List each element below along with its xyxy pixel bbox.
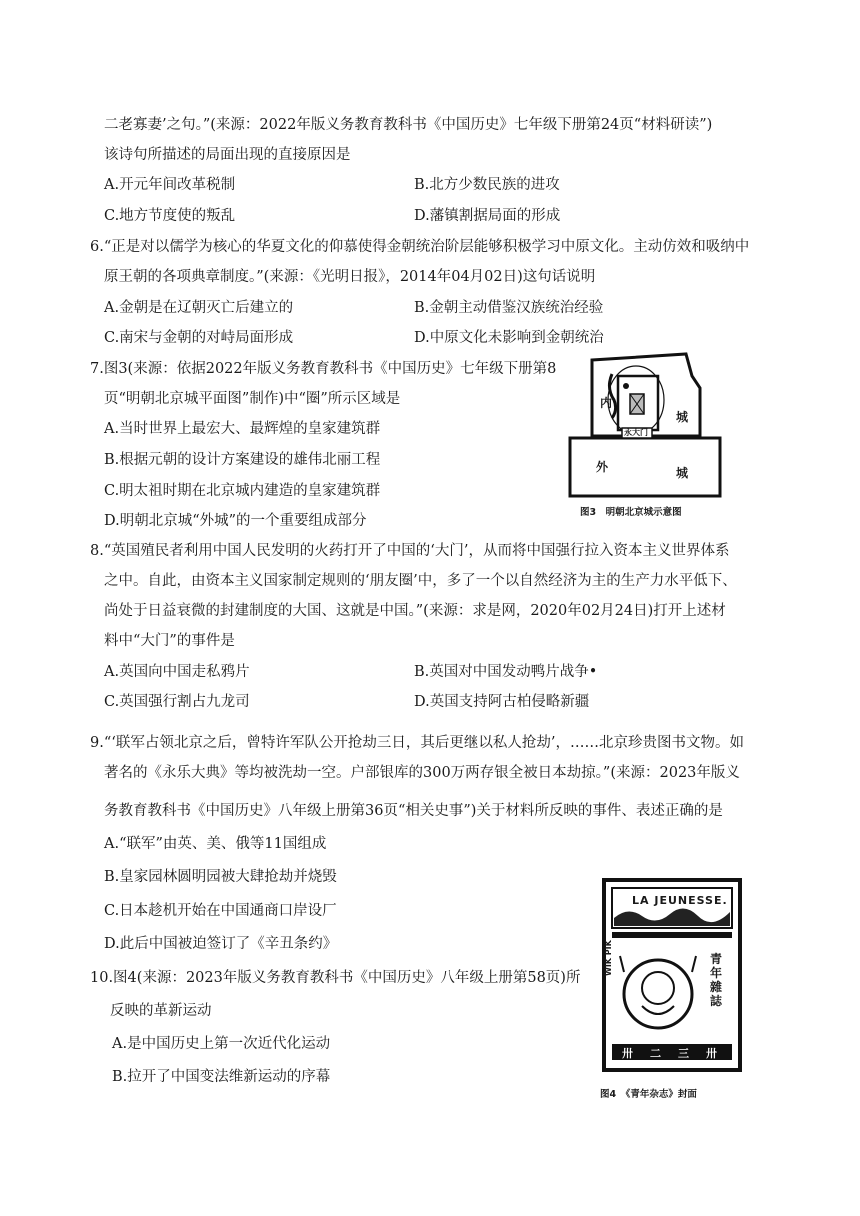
q6-stem-line2: 原王朝的各项典章制度。”(来源：《光明日报》，2014年04月02日)这句话说明 <box>104 269 596 285</box>
q8-option-c: C.英国强行割占九龙司 <box>104 694 250 710</box>
fig4-caption: 图4 《青年杂志》封面 <box>600 1089 697 1100</box>
figure-3-beijing-plan <box>560 348 730 523</box>
q7-option-b: B.根据元朝的设计方案建设的雄伟北丽工程 <box>104 452 381 468</box>
q9-stem-line3: 务教育教科书《中国历史》八年级上册第36页“相关史事”)关于材料所反映的事件、表述正确的是 <box>104 803 723 819</box>
fig4-bottom-char-4: 卅 <box>706 1047 717 1060</box>
q10-option-a: A.是中国历史上第一次近代化运动 <box>112 1036 331 1052</box>
q6-option-c: C.南宋与金朝的对峙局面形成 <box>104 330 294 346</box>
fig3-outer-right-label: 城 <box>676 466 689 480</box>
q6-stem-line1: 6.“正是对以儒学为核心的华夏文化的仰慕使得金朝统治阶层能够积极学习中原文化。主动仿效和吸纳中 <box>90 239 750 255</box>
q7-stem-line1: 7.图3(来源：依据2022年版义务教育教科书《中国历史》七年级下册第8 <box>90 361 557 377</box>
q7-option-a: A.当时世界上最宏大、最辉煌的皇家建筑群 <box>104 421 381 437</box>
q7-option-d: D.明朝北京城“外城”的一个重要组成部分 <box>104 513 367 529</box>
q5-stem-line1: 二老寡妻’之句。”(来源：2022年版义务教育教科书《中国历史》七年级下册第24页“材料研读”) <box>104 117 713 133</box>
fig3-inner-left-label: 内 <box>600 396 613 410</box>
q5-option-c: C.地方节度使的叛乱 <box>104 208 236 224</box>
fig4-bottom-char-3: 三 <box>678 1047 689 1060</box>
q5-stem-line2: 该诗句所描述的局面出现的直接原因是 <box>104 147 351 163</box>
q8-option-a: A.英国向中国走私鸦片 <box>104 664 250 680</box>
q7-option-c: C.明太祖时期在北京城内建造的皇家建筑群 <box>104 483 381 499</box>
q10-option-b: B.拉开了中国变法维新运动的序幕 <box>112 1069 331 1085</box>
figure-4-magazine-cover <box>598 876 746 1106</box>
fig3-outer-left-label: 外 <box>596 460 609 474</box>
q5-option-a: A.开元年间改革税制 <box>104 177 236 193</box>
fig3-gate-label: 永大门 <box>624 428 648 437</box>
q8-option-b: B.英国对中国发动鸭片战争• <box>414 664 598 680</box>
q9-option-b: B.皇家园林圆明园被大肆抢劫并烧毁 <box>104 869 337 885</box>
q8-option-d: D.英国支持阿古柏侵略新疆 <box>414 694 590 710</box>
q8-stem-line3: 尚处于日益衰微的封建制度的大国、这就是中国。”(来源：求是网，2020年02月24日)打开上述材 <box>104 603 726 619</box>
fig3-inner-right-label: 城 <box>676 410 689 424</box>
q9-option-a: A.“联军”由英、美、俄等11国组成 <box>104 836 327 852</box>
q6-option-b: B.金朝主动借鉴汉族统治经验 <box>414 300 604 316</box>
fig4-side-left: WIK PIK <box>604 940 613 976</box>
fig4-banner-text: LA JEUNESSE. <box>632 894 728 907</box>
fig3-caption: 图3 明朝北京城示意图 <box>580 507 682 518</box>
q5-option-d: D.藩镇割据局面的形成 <box>414 208 561 224</box>
q7-stem-line2: 页“明朝北京城平面图”制作)中“圈”所示区域是 <box>104 391 401 407</box>
q8-stem-line4: 料中“大门”的事件是 <box>104 633 235 649</box>
q6-option-a: A.金朝是在辽朝灭亡后建立的 <box>104 300 294 316</box>
q9-option-c: C.日本趁机开始在中国通商口岸设厂 <box>104 903 337 919</box>
q8-stem-line2: 之中。自此，由资本主义国家制定规则的‘朋友圈’中，多了一个以自然经济为主的生产力水平低下、 <box>104 573 737 589</box>
q10-stem-line1: 10.图4(来源：2023年版义务教育教科书《中国历史》八年级上册第58页)所 <box>90 970 581 986</box>
q10-stem-line2: 反映的革新运动 <box>110 1003 212 1019</box>
q9-stem-line2: 著名的《永乐大典》等均被洗劫一空。户部银库的300万两存银全被日本劫掠。”(来源：2023年版义 <box>104 765 740 781</box>
fig4-side-title: 青年雜誌 <box>710 952 723 1008</box>
q6-option-d: D.中原文化未影响到金朝统治 <box>414 330 604 346</box>
q9-stem-line1: 9.“‘联军占领北京之后，曾特许军队公开抢劫三日，其后更继以私人抢劫’，……北京珍贵图书文物。如 <box>90 735 744 751</box>
fig4-bottom-char-1: 卅 <box>622 1047 633 1060</box>
q5-option-b: B.北方少数民族的进攻 <box>414 177 560 193</box>
fig4-bottom-char-2: 二 <box>650 1047 661 1060</box>
q9-option-d: D.此后中国被迫签订了《辛丑条约》 <box>104 936 338 952</box>
q8-stem-line1: 8.“英国殖民者利用中国人民发明的火药打开了中国的‘大门’，从而将中国强行拉入资本主义世界体系 <box>90 543 730 559</box>
